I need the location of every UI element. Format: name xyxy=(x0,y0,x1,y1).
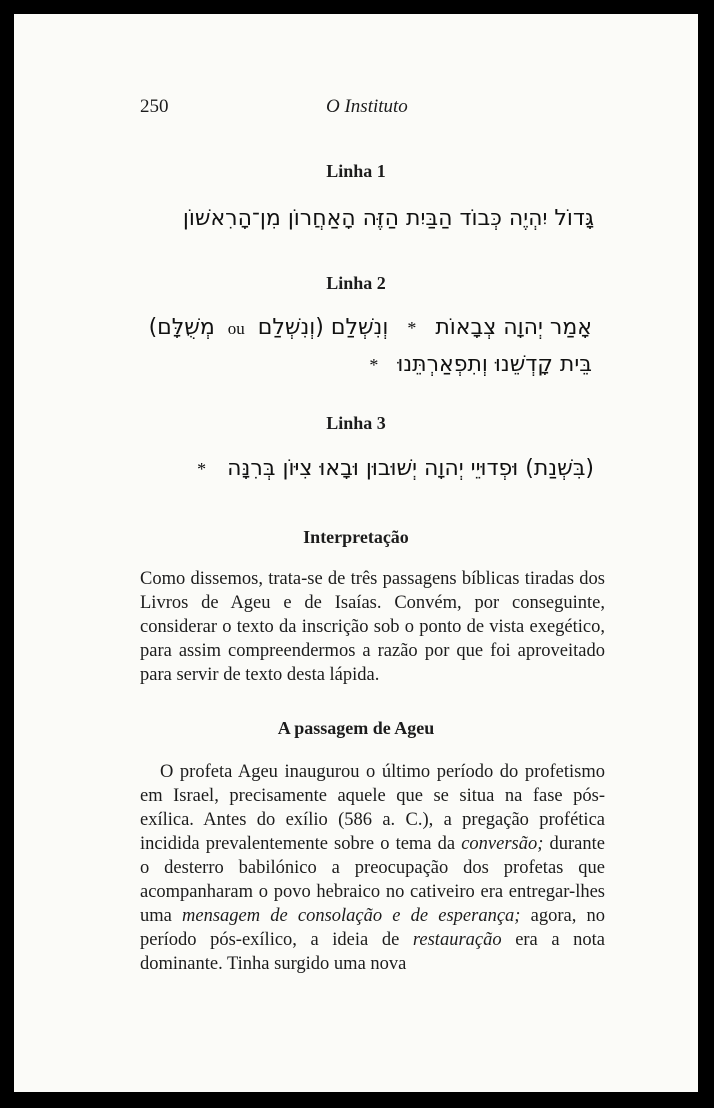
linha-3-main: (בִּשְׁנַת) וּפְדוּיֵי יְהוָה יְשׁוּבוּן וּבָאוּ צִיּוֹן בְּרִנָּה xyxy=(227,456,594,481)
linha-2-row-2 xyxy=(369,352,592,377)
section-title-interpretacao: Interpretação xyxy=(303,527,409,547)
linha-2-main: אָמַר יְהוָה צְבָאוֹת xyxy=(435,315,592,340)
text-run-italic: conversão; xyxy=(461,834,544,854)
asterisk: * xyxy=(407,318,417,338)
asterisk: * xyxy=(197,459,207,479)
asterisk: * xyxy=(369,355,379,375)
linha-1-label: Linha 1 xyxy=(326,161,386,181)
book-page xyxy=(14,14,698,1092)
linha-2-variant-b: מְשֻׁלָּם) xyxy=(148,315,215,340)
text-run: era a nota dominante. Tinha surgido uma nova xyxy=(140,930,605,974)
page-number: 250 xyxy=(140,96,169,117)
linha-2-variant-a: וְנִשְׁלַם (וְנִשְׁלַם xyxy=(257,315,389,340)
text-run: O profeta Ageu inaugurou o último período do profetismo em Israel, precisamente aquele que se situa na fase pós-exílica. Antes do exílio (586 a. C.), a pregação profética incidida prevalentemente sobre o tema da xyxy=(140,762,605,854)
linha-2-label: Linha 2 xyxy=(326,273,386,293)
linha-1-hebrew: גָּדוֹל יִהְיֶה כְּבוֹד הַבַּיִת הַזֶּה הָאַחֲרוֹן מִן־הָרִאשׁוֹן xyxy=(182,206,594,231)
text-run: agora, no período pós-exílico, a ideia de xyxy=(140,906,605,950)
text-run: durante o desterro babilónico a preocupação dos profetas que acompanharam o povo hebraico no cativeiro era entregar-lhes uma xyxy=(140,834,605,926)
ou-word: ou xyxy=(227,319,245,338)
paragraph-ageu xyxy=(140,760,605,976)
running-title: O Instituto xyxy=(326,96,408,117)
linha-2-row-2-main: בֵּית קָדְשֵׁנוּ וְתִפְאַרְתֵּנוּ xyxy=(397,352,592,377)
linha-3-row-1 xyxy=(197,456,594,481)
text-run-italic: restauração xyxy=(412,930,502,950)
linha-2-row-1 xyxy=(149,315,592,340)
text-run-italic: mensagem de consolação e de esperança; xyxy=(182,906,521,926)
linha-3-label: Linha 3 xyxy=(326,413,386,433)
section-title-ageu: A passagem de Ageu xyxy=(277,718,435,738)
paragraph-interpretacao: Como dissemos, trata-se de três passagens bíblicas tiradas dos Livros de Ageu e de Isaías. Convém, por conseguinte, considerar o texto da inscrição sob o ponto de vista exegético, para assim compreendermos a razão por que foi aproveitado para servir de texto desta lápida. xyxy=(140,569,605,685)
